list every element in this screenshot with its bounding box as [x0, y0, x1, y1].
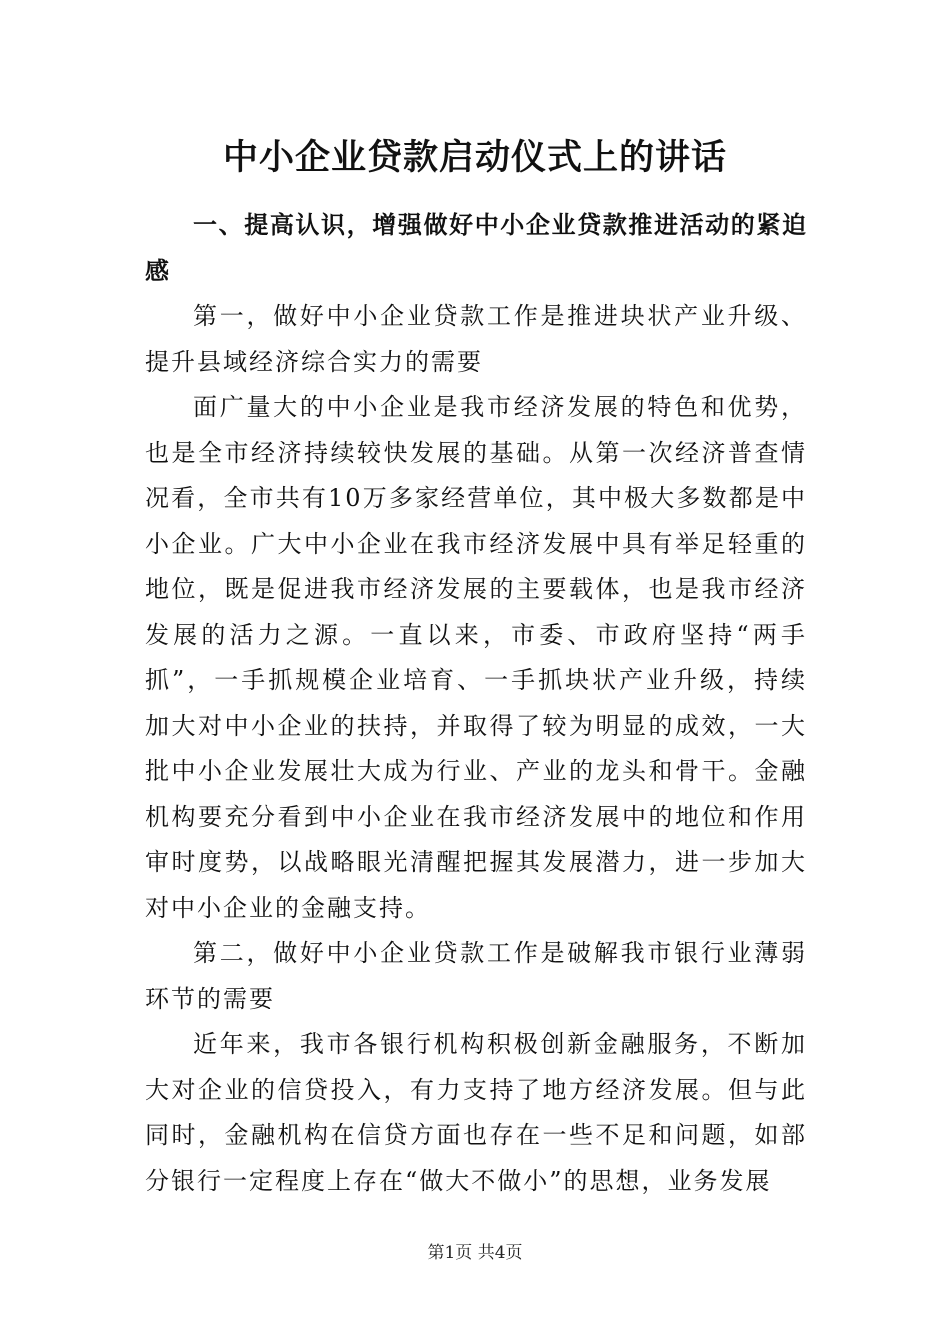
body-paragraph-2: 近年来，我市各银行机构积极创新金融服务，不断加大对企业的信贷投入，有力支持了地方经济发展。但与此同时，金融机构在信贷方面也存在一些不足和问题，如部分银行一定程度上存在“做大不做小”的思想，业务发展 — [145, 1030, 807, 1195]
document-title: 中小企业贷款启动仪式上的讲话 — [222, 138, 727, 178]
page-number-footer: 第1页 共4页 — [427, 1243, 523, 1263]
subsection-heading-1: 第一，做好中小企业贷款工作是推进块状产业升级、提升县域经济综合实力的需要 — [145, 302, 807, 376]
document-body — [145, 203, 807, 1204]
section-heading: 一、提高认识，增强做好中小企业贷款推进活动的紧迫感 — [145, 211, 807, 285]
body-paragraph-1: 面广量大的中小企业是我市经济发展的特色和优势，也是全市经济持续较快发展的基础。从第一次经济普查情况看，全市共有10万多家经营单位，其中极大多数都是中小企业。广大中小企业在我市经济发展中具有举足轻重的地位，既是促进我市经济发展的主要载体，也是我市经济发展的活力之源。一直以来，市委、市政府坚持“两手抓”，一手抓规模企业培育、一手抓块状产业升级，持续加大对中小企业的扶持，并取得了较为明显的成效，一大批中小企业发展壮大成为行业、产业的龙头和骨干。金融机构要充分看到中小企业在我市经济发展中的地位和作用审时度势，以战略眼光清醒把握其发展潜力，进一步加大对中小企业的金融支持。 — [145, 393, 807, 922]
subsection-heading-2: 第二，做好中小企业贷款工作是破解我市银行业薄弱环节的需要 — [145, 939, 807, 1013]
